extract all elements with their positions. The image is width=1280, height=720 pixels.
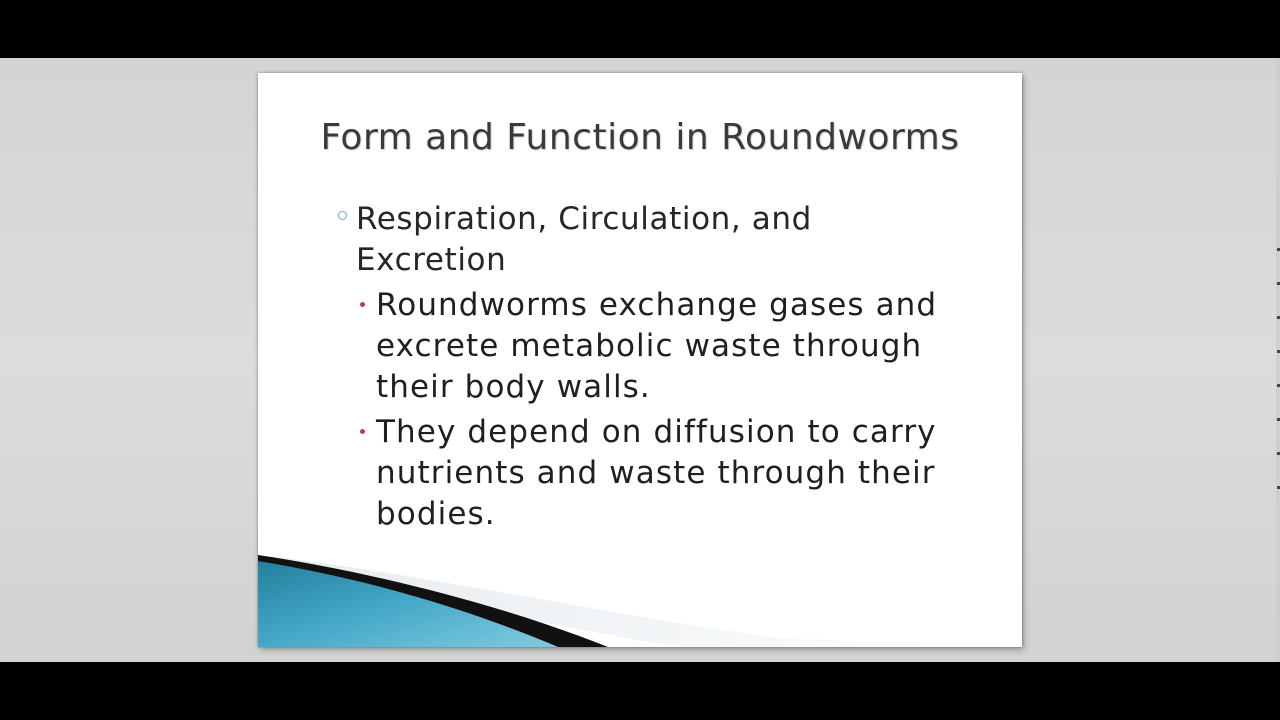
bullet-level1-text: Respiration, Circulation, and Excretion	[356, 201, 812, 278]
slide-title: Form and Function in Roundworms	[320, 117, 960, 158]
dot-bullet-icon	[360, 429, 365, 434]
slide-content	[338, 199, 978, 535]
bullet-level2-text: Roundworms exchange gases and excrete metabolic waste through their body walls.	[376, 287, 938, 405]
right-edge-panel	[1276, 58, 1280, 662]
letterbox-top	[0, 0, 1280, 58]
dot-bullet-icon	[360, 302, 365, 307]
bullet-level2	[358, 412, 976, 535]
hollow-circle-bullet-icon	[338, 211, 347, 220]
bullet-level1	[338, 199, 916, 281]
bullet-level2	[358, 285, 976, 408]
slide	[258, 73, 1022, 647]
letterbox-bottom	[0, 662, 1280, 720]
bullet-level2-text: They depend on diffusion to carry nutrients and waste through their bodies.	[376, 414, 937, 532]
decorative-swoosh	[258, 543, 1022, 647]
